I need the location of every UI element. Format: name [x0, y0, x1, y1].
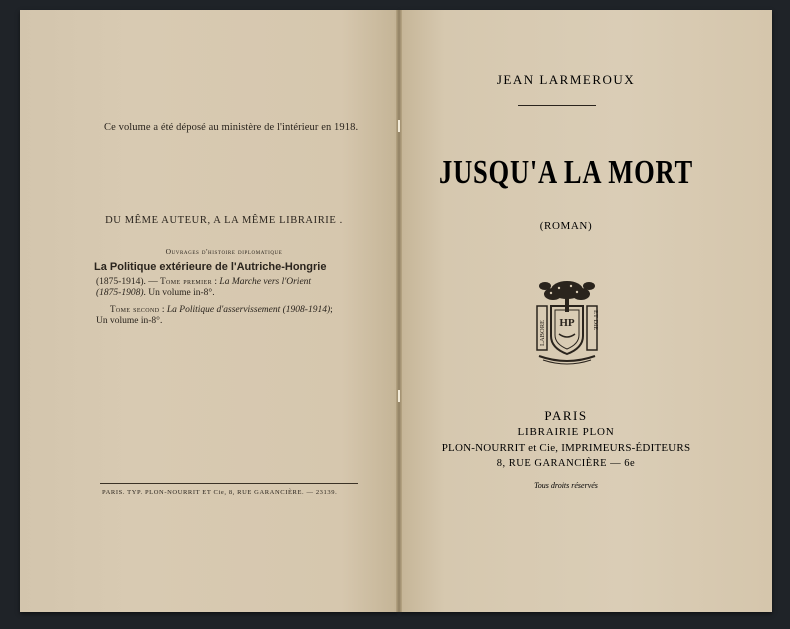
book-gutter	[396, 10, 402, 612]
same-author-heading: DU MÊME AUTEUR, A LA MÊME LIBRAIRIE .	[105, 215, 343, 226]
separator: :	[212, 277, 220, 287]
work-dates: (1875-1914). —	[96, 277, 161, 287]
emblem-left-motto: LABORE	[539, 320, 546, 346]
rights-notice: Tous droits réservés	[534, 481, 598, 490]
binding-stitch	[398, 390, 400, 402]
binding-stitch	[398, 120, 400, 132]
volume-format: . Un volume in-8°.	[143, 288, 215, 298]
deposit-notice: Ce volume a été déposé au ministère de l'intérieur en 1918.	[104, 122, 359, 133]
publisher-emblem-icon	[533, 276, 601, 366]
genre-label: (ROMAN)	[539, 220, 593, 232]
tome-second-title: La Politique d'asservissement (1908-1914)	[166, 305, 331, 315]
tome-premier-title: La Marche vers l'Orient	[219, 277, 312, 287]
author-name: JEAN LARMEROUX	[496, 72, 636, 87]
book-title: JUSQU'A LA MORT	[439, 154, 693, 191]
tome-second-label: Tome second	[110, 304, 160, 314]
author-rule	[518, 105, 596, 106]
left-page	[20, 10, 398, 612]
work-title: La Politique extérieure de l'Autriche-Hongrie	[94, 261, 327, 273]
printer-imprint: PARIS. TYP. PLON-NOURRIT ET Cie, 8, RUE GARANCIÈRE. — 23139.	[102, 489, 338, 496]
work-line-2	[96, 287, 376, 299]
work-line-4: Un volume in-8°.	[96, 316, 163, 326]
emblem-right-motto: ET DIE	[592, 310, 599, 331]
separator: :	[159, 305, 167, 315]
tome-premier-dates: (1875-1908)	[96, 288, 144, 298]
publisher-address: 8, RUE GARANCIÈRE — 6e	[496, 458, 636, 469]
printer-rule	[100, 483, 358, 484]
open-book	[20, 10, 772, 612]
punctuation: ;	[330, 305, 333, 315]
city-name: PARIS	[544, 408, 588, 423]
emblem-initials: HP	[559, 317, 575, 329]
publisher-name: LIBRAIRIE PLON	[517, 426, 615, 438]
tome-premier-label: Tome premier	[160, 276, 213, 286]
imprimeurs-line: PLON-NOURRIT et Cie, IMPRIMEURS-ÉDITEURS	[441, 442, 691, 454]
works-heading: Ouvrages d'histoire diplomatique	[165, 247, 283, 256]
